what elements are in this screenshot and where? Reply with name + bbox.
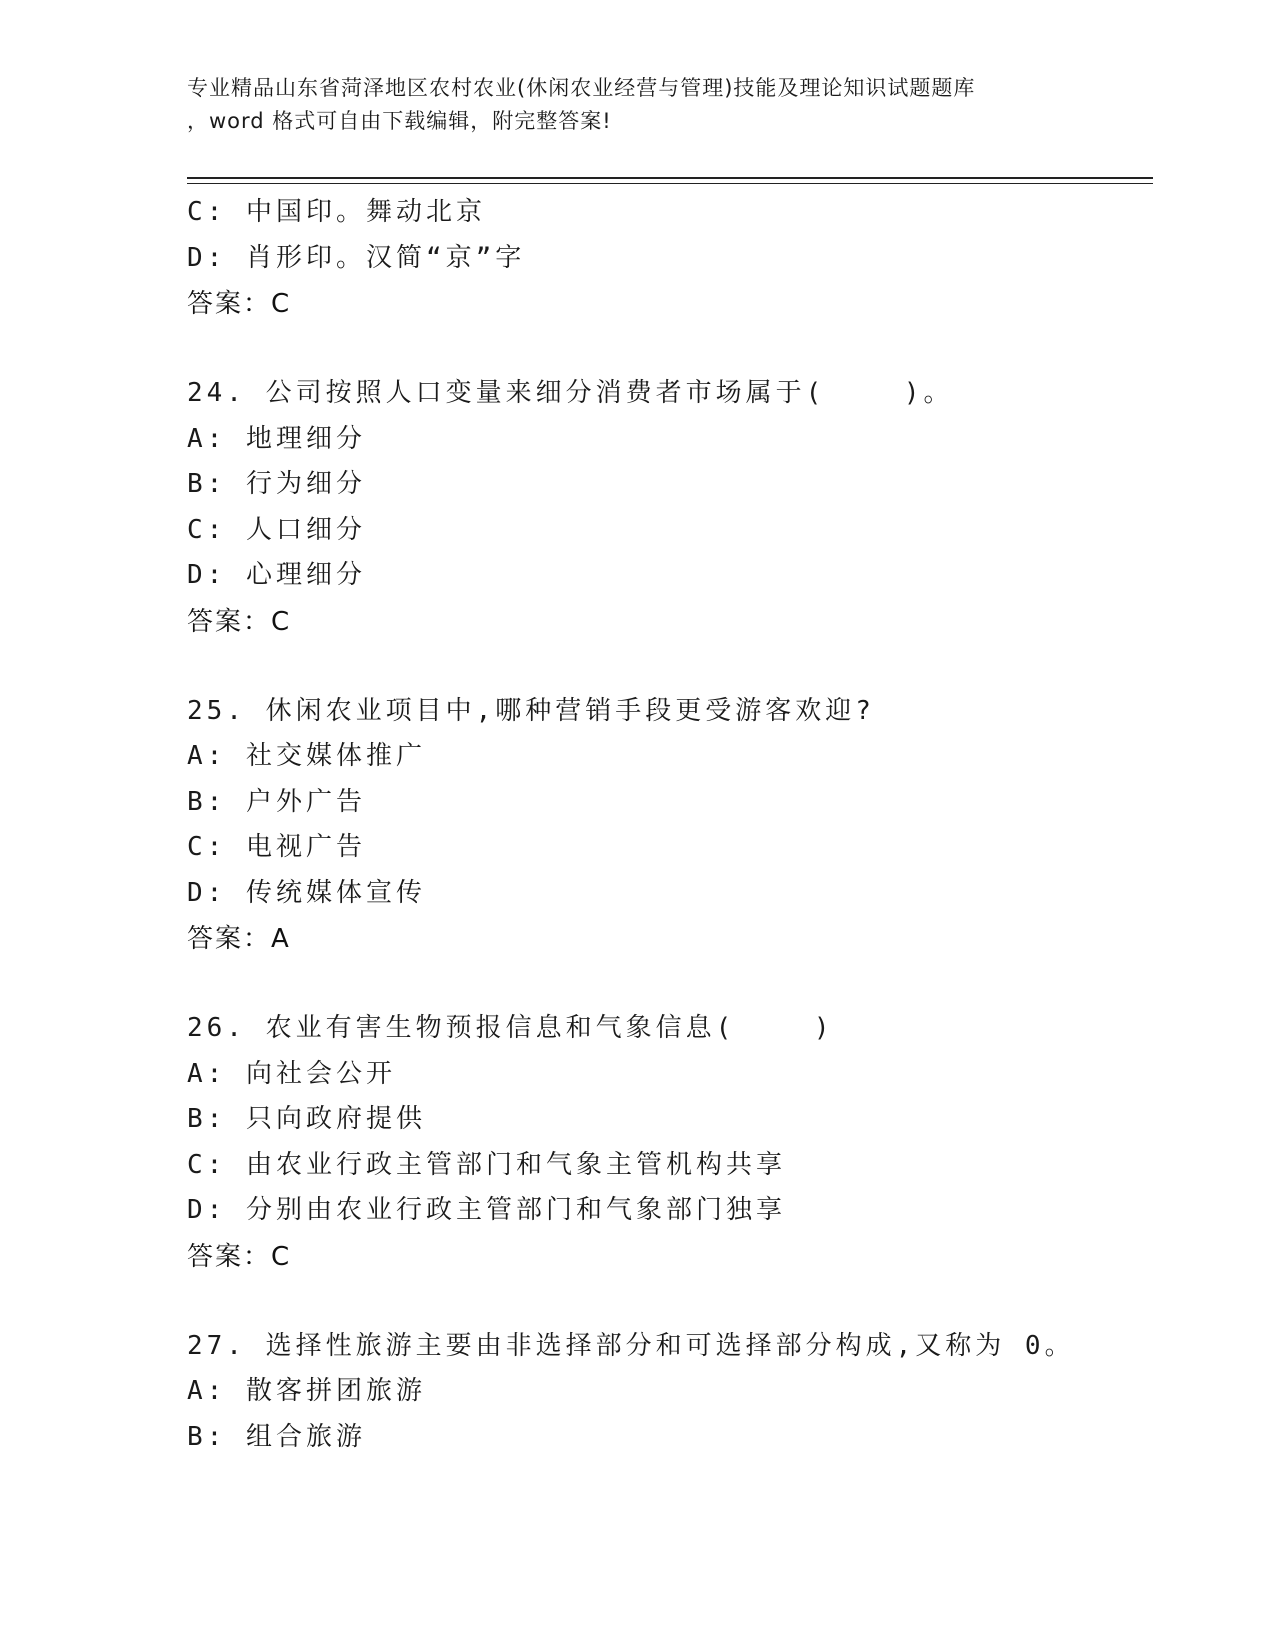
question-block-24 bbox=[187, 371, 1153, 645]
header-divider-thick bbox=[187, 177, 1153, 179]
option-a: A: 社交媒体推广 bbox=[187, 741, 426, 771]
answer-line: 答案：C bbox=[187, 1241, 292, 1272]
option-b: B: 行为细分 bbox=[187, 469, 366, 499]
option-c: C: 人口细分 bbox=[187, 514, 366, 545]
question-list bbox=[187, 190, 1153, 1460]
document-header bbox=[187, 72, 1087, 138]
header-title-line-2: ，word 格式可自由下载编辑，附完整答案! bbox=[187, 109, 612, 133]
option-a: A: 散客拼团旅游 bbox=[187, 1376, 426, 1406]
option-c: C: 中国印。舞动北京 bbox=[187, 197, 486, 227]
answer-line: 答案：A bbox=[187, 924, 291, 954]
option-c: C: 电视广告 bbox=[187, 832, 366, 862]
option-b: B: 只向政府提供 bbox=[187, 1104, 426, 1134]
question-block-27 bbox=[187, 1324, 1153, 1461]
header-title-line-1: 专业精品山东省菏泽地区农村农业(休闲农业经营与管理)技能及理论知识试题题库 bbox=[187, 76, 976, 100]
question-stem: 27. 选择性旅游主要由非选择部分和可选择部分构成,又称为 0。 bbox=[187, 1330, 1075, 1361]
option-c: C: 由农业行政主管部门和气象主管机构共享 bbox=[187, 1149, 786, 1180]
option-d: D: 传统媒体宣传 bbox=[187, 877, 426, 908]
option-a: A: 地理细分 bbox=[187, 423, 366, 454]
answer-line: 答案：C bbox=[187, 289, 292, 319]
option-b: B: 户外广告 bbox=[187, 786, 366, 817]
question-stem: 26. 农业有害生物预报信息和气象信息( ) bbox=[187, 1013, 834, 1043]
question-block-25 bbox=[187, 689, 1153, 963]
question-stem: 25. 休闲农业项目中,哪种营销手段更受游客欢迎? bbox=[187, 695, 875, 726]
option-d: D: 心理细分 bbox=[187, 560, 366, 590]
option-a: A: 向社会公开 bbox=[187, 1058, 396, 1089]
option-d: D: 分别由农业行政主管部门和气象部门独享 bbox=[187, 1195, 786, 1225]
question-block-26 bbox=[187, 1006, 1153, 1280]
question-block-23 bbox=[187, 190, 1153, 327]
header-divider-thin bbox=[187, 183, 1153, 184]
option-b: B: 组合旅游 bbox=[187, 1421, 366, 1452]
question-stem: 24. 公司按照人口变量来细分消费者市场属于( )。 bbox=[187, 378, 954, 408]
option-d: D: 肖形印。汉简“京”字 bbox=[187, 242, 526, 273]
answer-line: 答案：C bbox=[187, 606, 292, 637]
